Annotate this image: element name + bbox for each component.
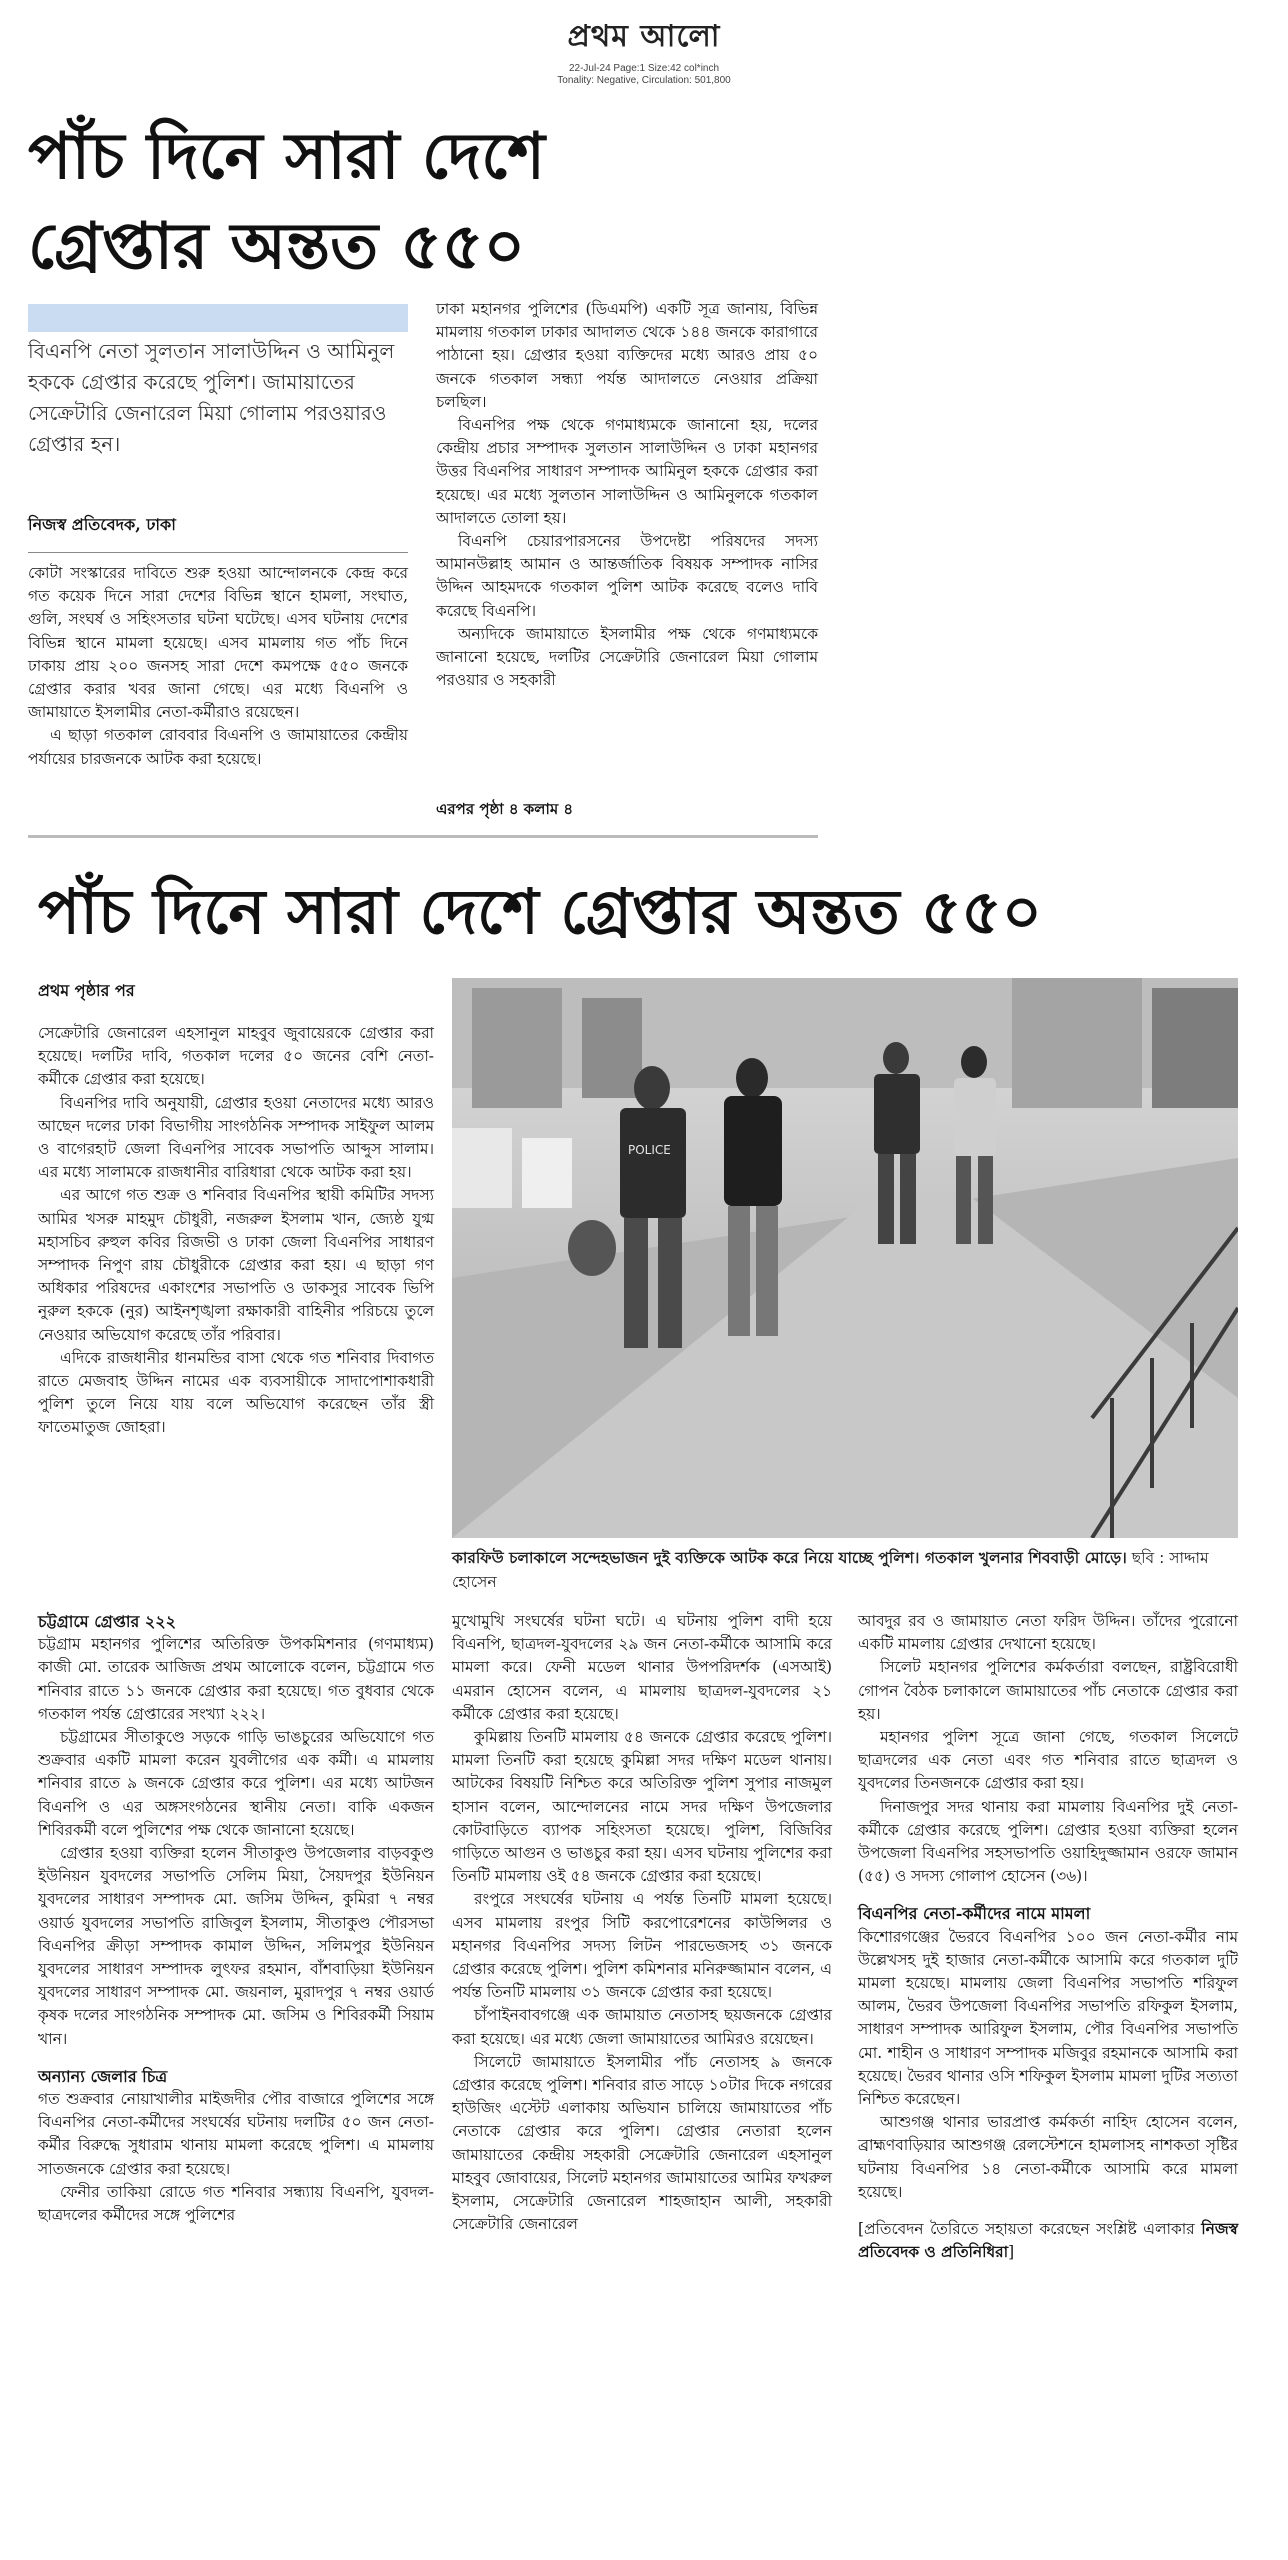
top-headline-line2: গ্রেপ্তার অন্তত ৫৫০: [28, 210, 526, 284]
photo-credit: ছবি : সাদ্দাম হোসেন: [452, 1549, 1209, 1591]
paragraph: এ ছাড়া গতকাল রোববার বিএনপি ও জামায়াতের কেন্দ্রীয় পর্যায়ের চারজনকে আটক করা হয়েছে।: [28, 726, 408, 768]
byline-rule: [28, 552, 408, 553]
clipping-meta-line1: 22-Jul-24 Page:1 Size:42 col*inch: [568, 63, 720, 74]
paragraph: মহানগর পুলিশ সূত্রে জানা গেছে, গতকাল সিলেটে ছাত্রদলের এক নেতা এবং গত শনিবার রাতে ছাত্রদল ও যুবদলের তিনজনকে গ্রেপ্তার করা হয়।: [858, 1728, 1238, 1793]
clipping-meta-line2: Tonality: Negative, Circulation: 501,800: [557, 75, 731, 86]
paragraph: সেক্রেটারি জেনারেল এহসানুল মাহবুব জুবায়েরকে গ্রেপ্তার করা হয়েছে। দলটির দাবি, গতকাল দলের ৫০ জনের বেশি নেতা-কর্মীকে গ্রেপ্তার করা হয়েছে।: [38, 1024, 434, 1089]
jump-headline: পাঁচ দিনে সারা দেশে গ্রেপ্তার অন্তত ৫৫০: [38, 875, 1042, 948]
caption-text: কারফিউ চলাকালে সন্দেহভাজন দুই ব্যক্তিকে আটক করে নিয়ে যাচ্ছে পুলিশ। গতকাল খুলনার শিববাড়ী মোড়ে।: [452, 1549, 1127, 1567]
paragraph: মুখোমুখি সংঘর্ষের ঘটনা ঘটে। এ ঘটনায় পুলিশ বাদী হয়ে বিএনপি, ছাত্রদল-যুবদলের ২৯ জন নেতা-কর্মীকে আসামি করে মামলা করে। ফেনী মডেল থানার উপপরিদর্শক (এসআই) এমরান হোসেন বলেন, এ মামলায় ছাত্রদল-যুবদলের ২১ কর্মীকে গ্রেপ্তার করা হয়েছে।: [452, 1612, 832, 1723]
paragraph: ঢাকা মহানগর পুলিশের (ডিএমপি) একটি সূত্র জানায়, বিভিন্ন মামলায় গতকাল ঢাকার আদালত থেকে ১৪৪ জনকে কারাগারে পাঠানো হয়। গ্রেপ্তার হওয়া ব্যক্তিদের মধ্যে আরও প্রায় ৫০ জনকে গতকাল সন্ধ্যা পর্যন্ত আদালতে নেওয়ার প্রক্রিয়া চলছিল।: [436, 300, 818, 411]
jump-column-3: [858, 1610, 1238, 2264]
newspaper-logo: প্রথম আলো: [567, 19, 721, 54]
paragraph: বিএনপির পক্ষ থেকে গণমাধ্যমকে জানানো হয়, দলের কেন্দ্রীয় প্রচার সম্পাদক সুলতান সালাউদ্দিন ও ঢাকা মহানগর উত্তর বিএনপির সাধারণ সম্পাদক আমিনুল হককে গ্রেপ্তার করা হয়েছে। এর মধ্যে সুলতান সালাউদ্দিন ও আমিনুলকে গতকাল আদালতে তোলা হয়।: [436, 416, 818, 527]
byline: নিজস্ব প্রতিবেদক, ঢাকা: [28, 515, 176, 534]
continued-line: এরপর পৃষ্ঠা ৪ কলাম ৪: [436, 800, 574, 818]
masthead: [0, 12, 1288, 87]
top-headline-line1: পাঁচ দিনে সারা দেশে: [28, 120, 546, 194]
paragraph: চট্টগ্রাম মহানগর পুলিশের অতিরিক্ত উপকমিশনার (গণমাধ্যম) কাজী মো. তারেক আজিজ প্রথম আলোকে বলেন, চট্টগ্রামে গত শনিবার রাতে ১১ জনকে গ্রেপ্তার করা হয়েছে। গত বুধবার থেকে গতকাল পর্যন্ত গ্রেপ্তারের সংখ্যা ২২২।: [38, 1635, 434, 1723]
paragraph: বিএনপির দাবি অনুযায়ী, গ্রেপ্তার হওয়া নেতাদের মধ্যে আরও আছেন দলের ঢাকা বিভাগীয় সাংগঠনিক সম্পাদক সাইফুল আলম ও বাগেরহাট জেলা বিএনপির সাবেক সভাপতি আব্দুস সালাম। এর মধ্যে সালামকে রাজধানীর বারিধারা থেকে আটক করা হয়।: [38, 1093, 434, 1182]
paragraph: আশুগঞ্জ থানার ভারপ্রাপ্ত কর্মকর্তা নাহিদ হোসেন বলেন, ব্রাহ্মণবাড়িয়ার আশুগঞ্জ রেলস্টেশনে হামলাসহ নাশকতা সৃষ্টির ঘটনায় বিএনপির ১৪ নেতা-কর্মীকে আসামি করে মামলা হয়েছে।: [858, 2113, 1238, 2201]
paragraph: এর আগে গত শুক্র ও শনিবার বিএনপির স্থায়ী কমিটির সদস্য আমির খসরু মাহমুদ চৌধুরী, নজরুল ইসলাম খান, জ্যেষ্ঠ যুগ্ম মহাসচিব রুহুল কবির রিজভী ও ঢাকা জেলা বিএনপির সাধারণ সম্পাদক নিপুণ রায় চৌধুরীকে গ্রেপ্তার করা হয়। এ ছাড়া গণ অধিকার পরিষদের একাংশের সভাপতি ও ডাকসুর সাবেক ভিপি নুরুল হককে (নুর) আইনশৃঙ্খলা রক্ষাকারী বাহিনীর পরিচয়ে তুলে নেওয়ার অভিযোগ করেছে তাঁর পরিবার।: [38, 1186, 434, 1344]
paragraph: সিলেট মহানগর পুলিশের কর্মকর্তারা বলছেন, রাষ্ট্রবিরোধী গোপন বৈঠক চলাকালে জামায়াতের পাঁচ নেতাকে গ্রেপ্তার করা হয়।: [858, 1658, 1238, 1723]
paragraph: রংপুরে সংঘর্ষের ঘটনায় এ পর্যন্ত তিনটি মামলা হয়েছে। এসব মামলায় রংপুর সিটি করপোরেশনের কাউন্সিলর ও মহানগর বিএনপির সদস্য লিটন পারভেজসহ ৩১ জনকে গ্রেপ্তার করেছে পুলিশ। পুলিশ কমিশনার মনিরুজ্জামান বলেন, এ পর্যন্ত তিনটি মামলায় ৩১ জনকে গ্রেপ্তার করা হয়েছে।: [452, 1890, 832, 2002]
top-story-column-1: [28, 562, 408, 771]
top-headline: [28, 112, 788, 292]
paragraph: দিনাজপুর সদর থানায় করা মামলায় বিএনপির দুই নেতা-কর্মীকে গ্রেপ্তার করেছে পুলিশ। গ্রেপ্তার হওয়া ব্যক্তিরা হলেন উপজেলা বিএনপির সহসভাপতি ওয়াহিদুজ্জামান ওরফে জামান (৫৫) ও সদস্য গোলাপ হোসেন (৩৬)।: [858, 1797, 1238, 1886]
credit-note-prefix: [প্রতিবেদন তৈরিতে সহায়তা করেছেন সংশ্লিষ্ট এলাকার: [858, 2220, 1202, 2239]
paragraph: সিলেটে জামায়াতে ইসলামীর পাঁচ নেতাসহ ৯ জনকে গ্রেপ্তার করেছে পুলিশ। শনিবার রাত সাড়ে ১০টার দিকে নগরের হাউজিং এস্টেট এলাকায় অভিযান চালিয়ে জামায়াতের পাঁচ নেতাকে গ্রেপ্তার করে পুলিশ। গ্রেপ্তার নেতারা হলেন জামায়াতের কেন্দ্রীয় সহকারী সেক্রেটারি জেনারেল এহসানুল মাহবুব জোবায়ের, সিলেট মহানগর জামায়াতের আমির ফখরুল ইসলাম, সেক্রেটারি জেনারেল শাহজাহান আলী, সহকারী সেক্রেটারি জেনারেল: [452, 2052, 832, 2234]
jump-column-1-bottom: [38, 1610, 434, 2227]
paragraph: গত শুক্রবার নোয়াখালীর মাইজদীর পৌর বাজারে পুলিশের সঙ্গে বিএনপির নেতা-কর্মীদের সংঘর্ষের ঘটনায় দলটির ৫০ জন নেতা-কর্মীর বিরুদ্ধে সুধারাম থানায় মামলা করেছে পুলিশ। এ মামলায় সাতজনকে গ্রেপ্তার করা হয়েছে।: [38, 2090, 434, 2178]
subheading-cases: বিএনপির নেতা-কর্মীদের নামে মামলা: [858, 1904, 1091, 1924]
paragraph: চট্টগ্রামের সীতাকুণ্ডে সড়কে গাড়ি ভাঙচুরের অভিযোগে গত শুক্রবার একটি মামলা করেন যুবলীগের এক কর্মী। এ মামলায় শনিবার রাতে ৯ জনকে গ্রেপ্তার করে পুলিশ। এর মধ্যে আটজন বিএনপি ও এর অঙ্গসংগঠনের স্থানীয় নেতা। বাকি একজন শিবিরকর্মী বলে পুলিশের পক্ষ থেকে জানানো হয়েছে।: [38, 1728, 434, 1839]
credit-note-suffix: ]: [1008, 2243, 1015, 2262]
paragraph: বিএনপি চেয়ারপারসনের উপদেষ্টা পরিষদের সদস্য আমানউল্লাহ আমান ও আন্তর্জাতিক বিষয়ক সম্পাদক নাসির উদ্দিন আহমদকে গতকাল পুলিশ আটক করেছে বলেও দাবি করেছে বিএনপি।: [436, 532, 818, 620]
subheading-chattogram: চট্টগ্রামে গ্রেপ্তার ২২২: [38, 1612, 177, 1631]
news-photo: [452, 978, 1238, 1538]
paragraph: আবদুর রব ও জামায়াত নেতা ফরিদ উদ্দিন। তাঁদের পুরোনো একটি মামলায় গ্রেপ্তার দেখানো হয়েছে।: [858, 1612, 1238, 1654]
paragraph: কোটা সংস্কারের দাবিতে শুরু হওয়া আন্দোলনকে কেন্দ্র করে গত কয়েক দিনে সারা দেশের বিভিন্ন স্থানে হামলা, সংঘাত, গুলি, সংঘর্ষ ও সহিংসতার ঘটনা ঘটেছে। এসব ঘটনায় দেশের বিভিন্ন স্থানে মামলা হয়েছে। এসব মামলায় গত পাঁচ দিনে ঢাকায় প্রায় ২০০ জনসহ সারা দেশে কমপক্ষে ৫৫০ জনকে গ্রেপ্তার করার খবর জানা গেছে। এর মধ্যে বিএনপি ও জামায়াতে ইসলামীর নেতা-কর্মীরাও রয়েছেন।: [28, 564, 408, 722]
paragraph: এদিকে রাজধানীর ধানমন্ডির বাসা থেকে গত শনিবার দিবাগত রাতে মেজবাহ উদ্দিন নামের এক ব্যবসায়ীকে সাদাপোশাকধারী পুলিশ তুলে নিয়ে যায় বলে অভিযোগ করেছেন তাঁর স্ত্রী ফাতেমাতুজ জোহরা।: [38, 1348, 434, 1437]
jump-column-2: [452, 1610, 832, 2236]
paragraph: কুমিল্লায় তিনটি মামলায় ৫৪ জনকে গ্রেপ্তার করেছে পুলিশ। মামলা তিনটি করা হয়েছে কুমিল্লা সদর দক্ষিণ মডেল থানায়। আটকের বিষয়টি নিশ্চিত করে অতিরিক্ত পুলিশ সুপার নাজমুল হাসান বলেন, আন্দোলনের নামে সদর দক্ষিণ উপজেলার কোটবাড়িতে ব্যাপক সহিংসতা হয়েছে। পুলিশ, বিজিবির গাড়িতে আগুন ও ভাঙচুর করা হয়। এসব ঘটনায় পুলিশের করা তিনটি মামলায় ওই ৫৪ জনকে গ্রেপ্তার করা হয়েছে।: [452, 1728, 832, 1886]
paragraph: ফেনীর তাকিয়া রোডে গত শনিবার সন্ধ্যায় বিএনপি, যুবদল-ছাত্রদলের কর্মীদের সঙ্গে পুলিশের: [38, 2182, 434, 2225]
paragraph: অন্যদিকে জামায়াতে ইসলামীর পক্ষ থেকে গণমাধ্যমকে জানানো হয়েছে, দলটির সেক্রেটারি জেনারেল মিয়া গোলাম পরওয়ার ও সহকারী: [436, 624, 818, 690]
credit-note-bold: নিজস্ব প্রতিবেদক ও প্রতিনিধিরা: [858, 2220, 1238, 2262]
photo-caption: [452, 1546, 1238, 1594]
from-page-label: প্রথম পৃষ্ঠার পর: [38, 981, 135, 1000]
paragraph: চাঁপাইনবাবগঞ্জে এক জামায়াত নেতাসহ ছয়জনকে গ্রেপ্তার করা হয়েছে। এর মধ্যে জেলা জামায়াতের আমিরও রয়েছেন।: [452, 2006, 832, 2048]
svg-text:POLICE: POLICE: [628, 1143, 671, 1157]
story-deck: বিএনপি নেতা সুলতান সালাউদ্দিন ও আমিনুল হককে গ্রেপ্তার করেছে পুলিশ। জামায়াতের সেক্রেটারি জেনারেল মিয়া গোলাম পরওয়ারও গ্রেপ্তার হন।: [28, 339, 395, 456]
paragraph: কিশোরগঞ্জের ভৈরবে বিএনপির ১০০ জন নেতা-কর্মীর নাম উল্লেখসহ দুই হাজার নেতা-কর্মীকে আসামি করে গতকাল দুটি মামলা হয়েছে। মামলায় জেলা বিএনপির সভাপতি শরিফুল আলম, ভৈরব উপজেলা বিএনপির সভাপতি রফিকুল ইসলাম, সাধারণ সম্পাদক আরিফুল ইসলাম, পৌর বিএনপির সভাপতি মো. শাহীন ও সাধারণ সম্পাদক মজিবুর রহমানকে আসামি করা হয়েছে। ভৈরব থানার ওসি শফিকুল ইসলাম মামলা দুটির সত্যতা নিশ্চিত করেছেন।: [858, 1927, 1238, 2109]
photo-illustration: [452, 978, 1238, 1538]
top-story-column-2: [436, 298, 818, 692]
jump-column-1-top: [38, 1022, 434, 1440]
paragraph: গ্রেপ্তার হওয়া ব্যক্তিরা হলেন সীতাকুণ্ড উপজেলার বাড়বকুণ্ড ইউনিয়ন যুবদলের সভাপতি সেলিম মিয়া, সৈয়দপুর ইউনিয়ন যুবদলের সাধারণ সম্পাদক মো. জসিম উদ্দিন, কুমিরা ৭ নম্বর ওয়ার্ড যুবদলের সভাপতি রাজিবুল ইসলাম, সীতাকুণ্ড পৌরসভা বিএনপির ক্রীড়া সম্পাদক কামাল উদ্দিন, সলিমপুর ইউনিয়ন যুবদলের সাধারণ সম্পাদক লুৎফর রহমান, বাঁশবাড়িয়া ইউনিয়ন যুবদলের সাধারণ সম্পাদক মো. জয়নাল, মুরাদপুর ৭ নম্বর ওয়ার্ড কৃষক দলের সাংগঠনিক সম্পাদক মো. জসিম ও শিবিরকর্মী সিয়াম খান।: [38, 1844, 434, 2048]
reporting-credit-note: [858, 2218, 1238, 2264]
subheading-other-districts: অন্যান্য জেলার চিত্র: [38, 2066, 168, 2086]
section-divider: [28, 835, 818, 838]
deck-highlight-bar: [28, 304, 408, 332]
